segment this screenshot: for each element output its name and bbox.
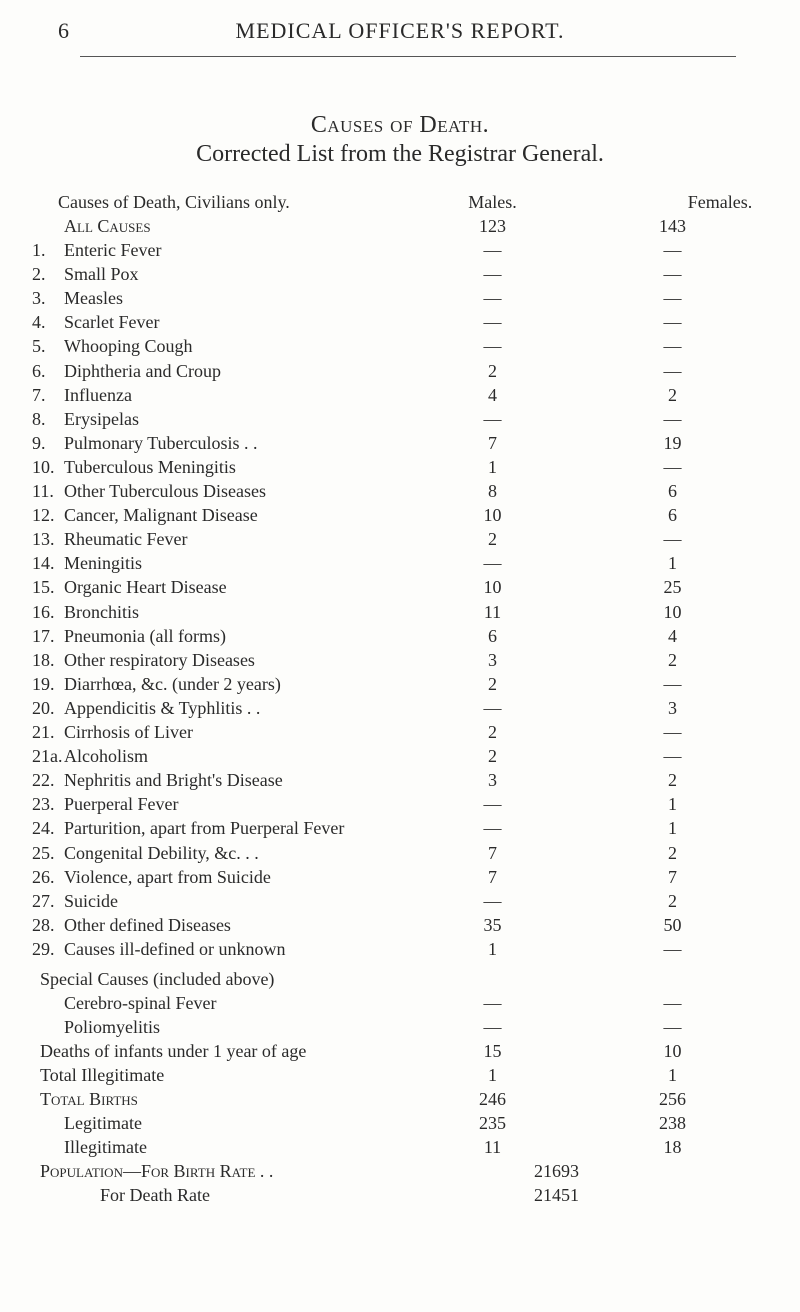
infant-deaths-row [0, 1038, 800, 1064]
cause-label: Other Tuberculous Diseases [64, 481, 266, 501]
illegitimate-females: 18 [663, 1137, 682, 1157]
cause-females: 1 [668, 553, 677, 573]
cause-row [0, 767, 800, 793]
cause-males: 2 [488, 746, 497, 766]
cause-males: 7 [488, 433, 497, 453]
population-birth-row [0, 1158, 800, 1184]
cause-males: — [483, 891, 502, 911]
cause-females: 2 [668, 650, 677, 670]
cause-females: — [663, 288, 682, 308]
cause-males: 10 [483, 577, 502, 597]
cause-label: Bronchitis [64, 602, 139, 622]
cause-row [0, 671, 800, 697]
illegitimate-label: Illegitimate [64, 1137, 147, 1157]
population-death-value: 21451 [534, 1185, 579, 1205]
cause-males: 11 [483, 602, 502, 622]
population-death-label: For Death Rate [100, 1185, 210, 1205]
total-illegitimate-females: 1 [668, 1065, 677, 1085]
running-header: MEDICAL OFFICER'S REPORT. [235, 18, 565, 43]
cause-label: Meningitis [64, 553, 143, 573]
cause-label: Small Pox [64, 264, 139, 284]
cause-row [0, 406, 800, 432]
all-causes-row [0, 213, 800, 239]
cause-females: 3 [668, 698, 677, 718]
cause-number: 24. [32, 818, 55, 838]
special-heading-row [0, 966, 800, 992]
cause-number: 21a. [32, 746, 63, 766]
total-births-females: 256 [659, 1089, 686, 1109]
cause-number: 15. [32, 577, 55, 597]
cause-row [0, 358, 800, 384]
illegitimate-males: 11 [483, 1137, 502, 1157]
cause-label: Tuberculous Meningitis [64, 457, 236, 477]
cause-label: Puerperal Fever [64, 794, 179, 814]
cause-males: — [483, 794, 502, 814]
special-causes-heading: Special Causes (included above) [40, 969, 275, 989]
total-illegitimate-label: Total Illegitimate [40, 1065, 165, 1085]
cause-label: Pneumonia (all forms) [64, 626, 226, 646]
cause-label: Enteric Fever [64, 240, 162, 260]
cause-label: Suicide [64, 891, 118, 911]
cause-number: 1. [32, 240, 46, 260]
cause-number: 14. [32, 553, 55, 573]
cause-row [0, 936, 800, 962]
cause-males: 1 [488, 939, 497, 959]
cause-label: Cancer, Malignant Disease [64, 505, 258, 525]
cause-number: 21. [32, 722, 55, 742]
cause-males: — [483, 553, 502, 573]
special-item-males: — [483, 993, 502, 1013]
total-births-row [0, 1086, 800, 1112]
cause-females: 2 [668, 385, 677, 405]
cause-label: Diphtheria and Croup [64, 361, 221, 381]
cause-number: 18. [32, 650, 55, 670]
cause-males: — [483, 240, 502, 260]
cause-females: 6 [668, 481, 677, 501]
cause-row [0, 261, 800, 287]
all-causes-label: All Causes [64, 216, 151, 236]
cause-number: 2. [32, 264, 46, 284]
cause-males: 7 [488, 867, 497, 887]
cause-label: Scarlet Fever [64, 312, 160, 332]
cause-females: — [663, 264, 682, 284]
all-causes-females: 143 [659, 216, 686, 236]
cause-females: 19 [663, 433, 682, 453]
cause-females: 2 [668, 843, 677, 863]
cause-males: 8 [488, 481, 497, 501]
cause-row [0, 333, 800, 359]
cause-label: Rheumatic Fever [64, 529, 188, 549]
cause-row [0, 454, 800, 480]
cause-label: Alcoholism [64, 746, 148, 766]
cause-females: — [663, 409, 682, 429]
special-item-row [0, 990, 800, 1016]
cause-females: — [663, 240, 682, 260]
page-subtitle: Corrected List from the Registrar General. [196, 141, 604, 167]
page-title: Causes of Death. [310, 112, 490, 138]
cause-number: 20. [32, 698, 55, 718]
illegitimate-row [0, 1134, 800, 1160]
cause-label: Pulmonary Tuberculosis . . [64, 433, 258, 453]
cause-label: Diarrhœa, &c. (under 2 years) [64, 674, 281, 694]
cause-males: — [483, 818, 502, 838]
cause-label: Influenza [64, 385, 132, 405]
cause-row [0, 502, 800, 528]
cause-label: Violence, apart from Suicide [64, 867, 271, 887]
cause-females: — [663, 312, 682, 332]
cause-number: 16. [32, 602, 55, 622]
cause-row [0, 574, 800, 600]
infant-deaths-label: Deaths of infants under 1 year of age [40, 1041, 307, 1061]
cause-females: 4 [668, 626, 677, 646]
cause-number: 29. [32, 939, 55, 959]
cause-number: 7. [32, 385, 46, 405]
cause-number: 4. [32, 312, 46, 332]
cause-females: 25 [663, 577, 682, 597]
cause-number: 5. [32, 336, 46, 356]
special-item-females: — [663, 1017, 682, 1037]
cause-number: 6. [32, 361, 46, 381]
cause-label: Causes ill-defined or unknown [64, 939, 286, 959]
cause-number: 13. [32, 529, 55, 549]
cause-row [0, 840, 800, 866]
cause-number: 23. [32, 794, 55, 814]
cause-row [0, 815, 800, 841]
special-item-label: Poliomyelitis [64, 1017, 161, 1037]
cause-females: 6 [668, 505, 677, 525]
cause-row [0, 550, 800, 576]
cause-number: 12. [32, 505, 55, 525]
infant-deaths-females: 10 [663, 1041, 682, 1061]
cause-males: 4 [488, 385, 497, 405]
cause-number: 11. [32, 481, 54, 501]
cause-females: — [663, 529, 682, 549]
cause-row [0, 309, 800, 335]
cause-row [0, 695, 800, 721]
cause-number: 26. [32, 867, 55, 887]
cause-label: Organic Heart Disease [64, 577, 227, 597]
cause-row [0, 237, 800, 263]
cause-number: 17. [32, 626, 55, 646]
cause-number: 19. [32, 674, 55, 694]
header-rule [80, 56, 736, 57]
cause-females: 10 [663, 602, 682, 622]
legitimate-row [0, 1110, 800, 1136]
cause-males: — [483, 288, 502, 308]
cause-row [0, 430, 800, 456]
population-birth-value: 21693 [534, 1161, 579, 1181]
cause-number: 27. [32, 891, 55, 911]
cause-label: Congenital Debility, &c. . . [64, 843, 259, 863]
population-birth-label: Population—For Birth Rate . . [40, 1161, 274, 1181]
cause-females: 1 [668, 794, 677, 814]
total-births-label: Total Births [40, 1089, 138, 1109]
total-illegitimate-males: 1 [488, 1065, 497, 1085]
cause-number: 22. [32, 770, 55, 790]
special-item-row [0, 1014, 800, 1040]
special-item-males: — [483, 1017, 502, 1037]
cause-females: 2 [668, 770, 677, 790]
cause-label: Measles [64, 288, 123, 308]
cause-females: 50 [663, 915, 682, 935]
cause-number: 8. [32, 409, 46, 429]
cause-males: — [483, 409, 502, 429]
cause-males: 35 [483, 915, 502, 935]
cause-females: — [663, 457, 682, 477]
cause-row [0, 623, 800, 649]
cause-row [0, 791, 800, 817]
total-births-males: 246 [479, 1089, 506, 1109]
cause-row [0, 599, 800, 625]
cause-label: Whooping Cough [64, 336, 193, 356]
cause-row [0, 912, 800, 938]
column-header-row [0, 189, 800, 215]
cause-females: — [663, 361, 682, 381]
cause-males: 2 [488, 361, 497, 381]
cause-females: — [663, 746, 682, 766]
cause-males: 7 [488, 843, 497, 863]
cause-males: — [483, 312, 502, 332]
cause-males: — [483, 264, 502, 284]
cause-label: Other respiratory Diseases [64, 650, 255, 670]
cause-females: — [663, 722, 682, 742]
cause-label: Appendicitis & Typhlitis . . [64, 698, 261, 718]
cause-row [0, 719, 800, 745]
cause-number: 9. [32, 433, 46, 453]
cause-females: — [663, 336, 682, 356]
cause-males: 2 [488, 674, 497, 694]
cause-row [0, 647, 800, 673]
cause-females: 1 [668, 818, 677, 838]
cause-males: 6 [488, 626, 497, 646]
cause-number: 25. [32, 843, 55, 863]
cause-row [0, 526, 800, 552]
cause-females: — [663, 939, 682, 959]
cause-row [0, 864, 800, 890]
cause-males: 3 [488, 650, 497, 670]
cause-label: Other defined Diseases [64, 915, 231, 935]
cause-females: 2 [668, 891, 677, 911]
cause-label: Parturition, apart from Puerperal Fever [64, 818, 345, 838]
cause-females: 7 [668, 867, 677, 887]
cause-row [0, 478, 800, 504]
cause-males: 3 [488, 770, 497, 790]
cause-row [0, 382, 800, 408]
cause-males: 2 [488, 722, 497, 742]
cause-males: — [483, 698, 502, 718]
cause-number: 10. [32, 457, 55, 477]
causes-column-header: Causes of Death, Civilians only. [58, 192, 290, 212]
cause-row [0, 888, 800, 914]
legitimate-males: 235 [479, 1113, 506, 1133]
females-column-header: Females. [687, 192, 753, 212]
cause-number: 3. [32, 288, 46, 308]
infant-deaths-males: 15 [483, 1041, 502, 1061]
cause-females: — [663, 674, 682, 694]
cause-males: — [483, 336, 502, 356]
cause-label: Nephritis and Bright's Disease [64, 770, 283, 790]
cause-males: 1 [488, 457, 497, 477]
males-column-header: Males. [468, 192, 517, 212]
special-item-females: — [663, 993, 682, 1013]
all-causes-males: 123 [479, 216, 506, 236]
page-number: 6 [58, 18, 69, 43]
legitimate-females: 238 [659, 1113, 686, 1133]
cause-label: Cirrhosis of Liver [64, 722, 193, 742]
cause-males: 10 [483, 505, 502, 525]
special-item-label: Cerebro-spinal Fever [64, 993, 217, 1013]
population-death-row [0, 1182, 800, 1208]
legitimate-label: Legitimate [64, 1113, 142, 1133]
cause-males: 2 [488, 529, 497, 549]
cause-row [0, 743, 800, 769]
cause-number: 28. [32, 915, 55, 935]
cause-label: Erysipelas [64, 409, 139, 429]
cause-row [0, 285, 800, 311]
total-illegitimate-row [0, 1062, 800, 1088]
